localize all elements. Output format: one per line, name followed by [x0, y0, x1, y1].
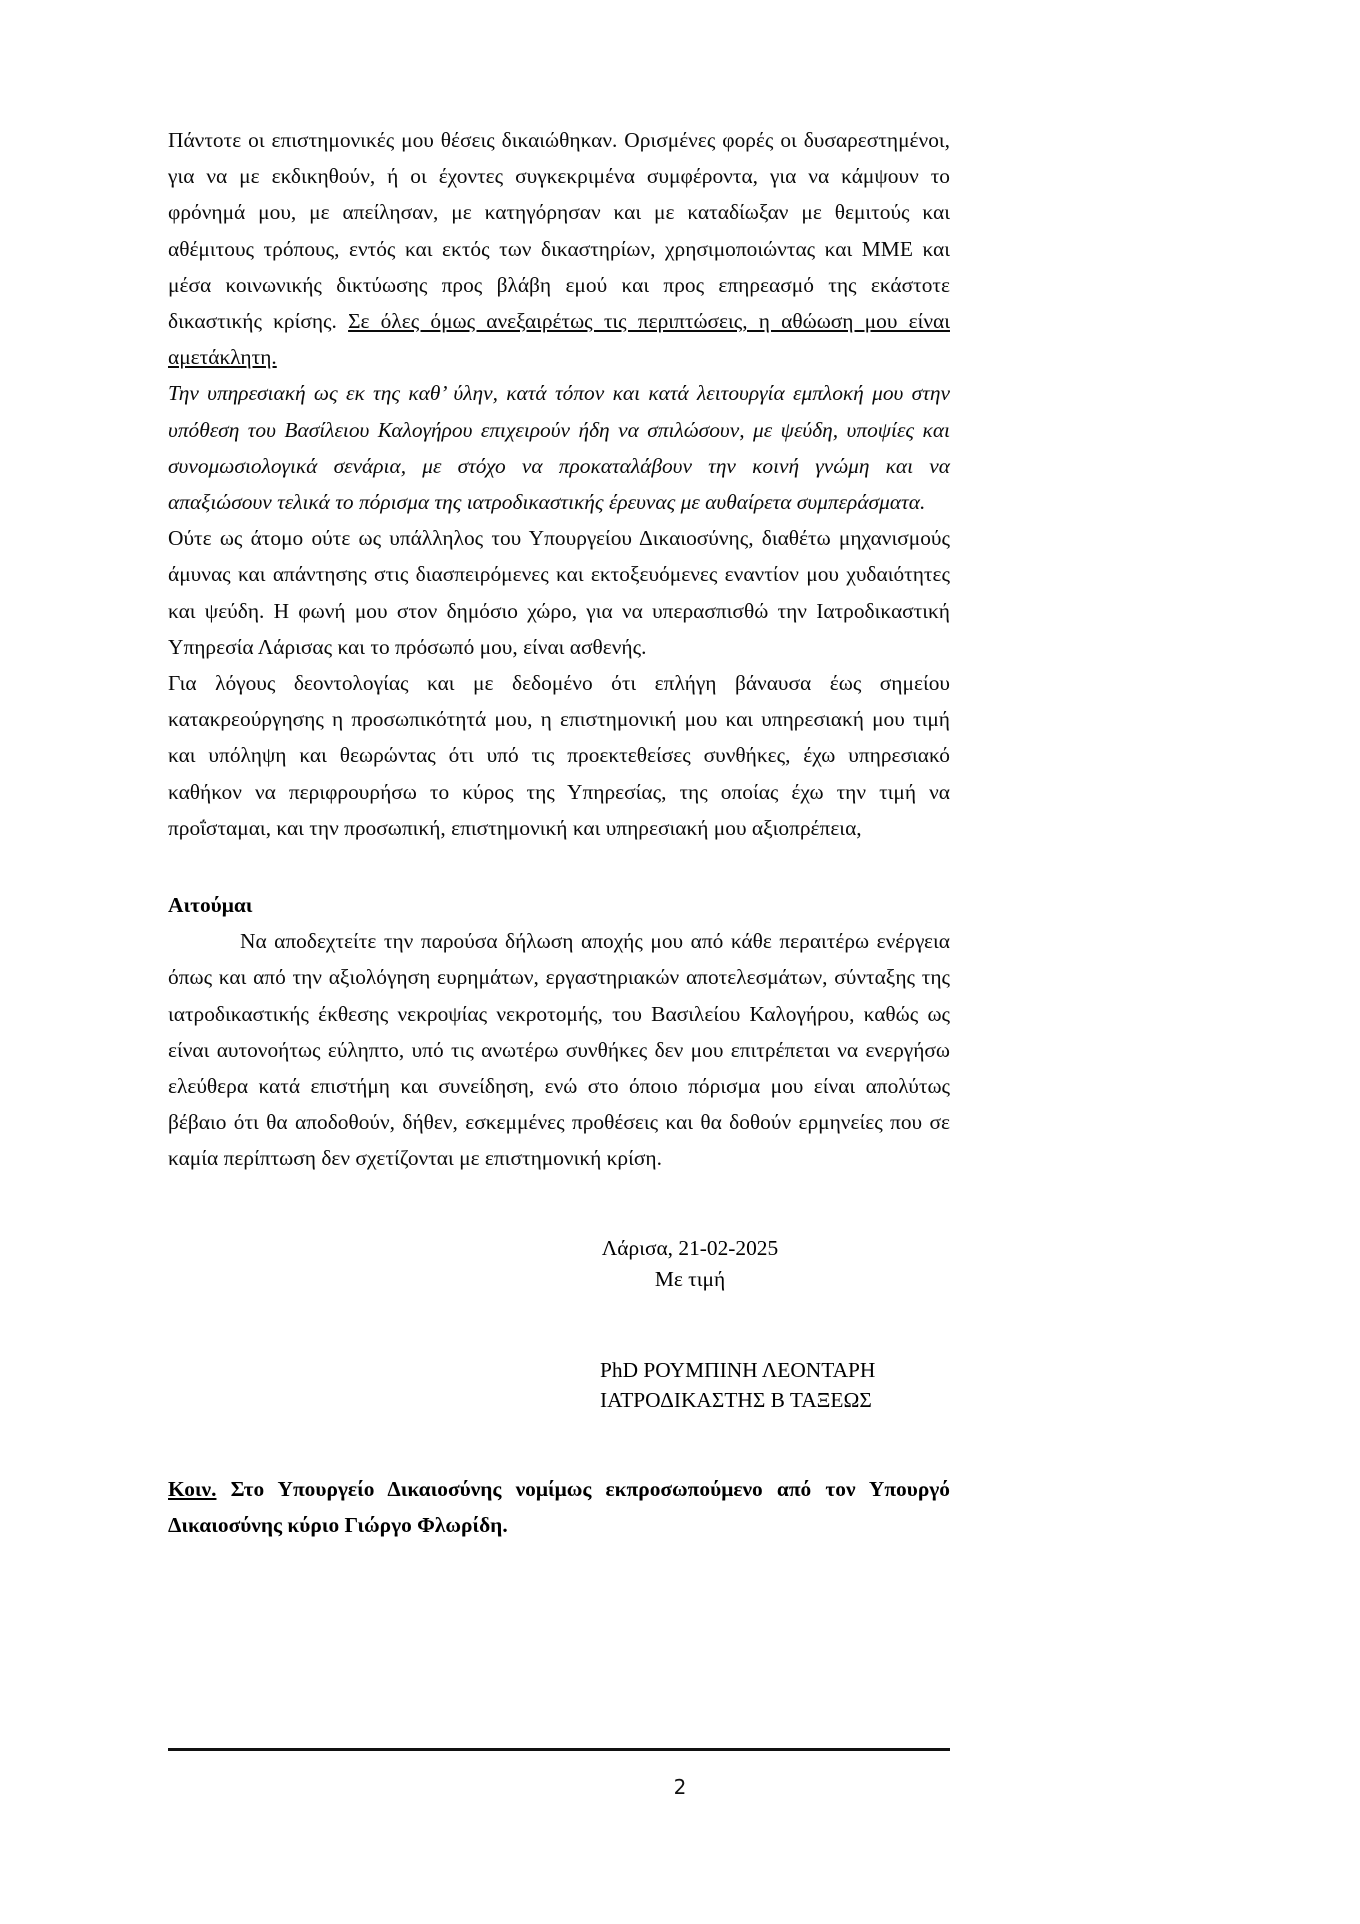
spacer [168, 846, 950, 887]
place-and-date: Λάρισα, 21-02-2025 [601, 1235, 779, 1260]
paragraph-1-underlined-tail: Σε όλες όμως ανεξαιρέτως τις περιπτώσεις, η αθώωση μου είναι αμετάκλητη. [168, 309, 950, 370]
signer-name: PhD ΡΟΥΜΠΙΝΗ ΛΕΟΝΤΑΡΗ [600, 1357, 876, 1382]
paragraph-4: Για λόγους δεοντολογίας και με δεδομένο ότι επλήγη βάναυσα έως σημείου κατακρεούργησης η προσωπικότητά μου, η επιστημονική μου και υπηρεσιακή μου τιμή και υπόληψη και θεωρώντας ότι υπό τις προεκτεθείσες συνθήκες, έχω υπηρεσιακό καθήκον να περιφρουρήσω το κύρος της Υπηρεσίας, της οποίας έχω την τιμή να προΐσταμαι, και την προσωπική, επιστημονική και υπηρεσιακή μου αξιοπρέπεια, [168, 671, 950, 840]
footer-divider [168, 1748, 950, 1751]
closing-block [168, 1233, 950, 1295]
closing-salutation: Με τιμή [654, 1266, 726, 1291]
request-heading: Αιτούμαι [168, 893, 253, 918]
paragraph-1-text: Πάντοτε οι επιστημονικές μου θέσεις δικαιώθηκαν. Ορισμένες φορές οι δυσαρεστημένοι, για να με εκδικηθούν, ή οι έχοντες συγκεκριμένα συμφέροντα, για να κάμψουν το φρόνημά μου, με απείλησαν, με κατηγόρησαν και με καταδίωξαν με θεμιτούς και αθέμιτους τρόπους, εντός και εκτός των δικαστηρίων, χρησιμοποιώντας και ΜΜΕ και μέσα κοινωνικής δικτύωσης προς βλάβη εμού και προς επηρεασμό της εκάστοτε δικαστικής κρίσης. [168, 128, 950, 334]
paragraph-1 [168, 122, 950, 375]
request-paragraph: Να αποδεχτείτε την παρούσα δήλωση αποχής μου από κάθε περαιτέρω ενέργεια όπως και από την αξιολόγηση ευρημάτων, εργαστηριακών αποτελεσμάτων, σύνταξης της ιατροδικαστικής έκθεσης νεκροψίας νεκροτομής, του Βασιλείου Καλογήρου, καθώς ως είναι αυτονοήτως εύληπτο, υπό τις ανωτέρω συνθήκες δεν μου επιτρέπεται να ενεργήσω ελεύθερα κατά επιστήμη και συνείδηση, ενώ στο όποιο πόρισμα μου είναι απολύτως βέβαιο ότι θα αποδοθούν, δήθεν, εσκεμμένες προθέσεις και θα δοθούν ερμηνείες που σε καμία περίπτωση δεν σχετίζονται με επιστημονική κρίση. [168, 929, 950, 1171]
cc-label: Κοιν. [168, 1476, 217, 1501]
paragraph-3: Ούτε ως άτομο ούτε ως υπάλληλος του Υπουργείου Δικαιοσύνης, διαθέτω μηχανισμούς άμυνας και απάντησης στις διασπειρόμενες και εκτοξευόμενες εναντίον μου χυδαιότητες και ψεύδη. Η φωνή μου στον δημόσιο χώρο, για να υπερασπισθώ την Ιατροδικαστική Υπηρεσία Λάρισας και το πρόσωπό μου, είναι ασθενής. [168, 526, 950, 659]
cc-text: Στο Υπουργείο Δικαιοσύνης νομίμως εκπροσωπούμενο από τον Υπουργό Δικαιοσύνης κύριο Γιώργο Φλωρίδη. [168, 1476, 950, 1537]
signer-block [168, 1355, 950, 1415]
signer-title: ΙΑΤΡΟΔΙΚΑΣΤΗΣ Β ΤΑΞΕΩΣ [600, 1387, 872, 1412]
paragraph-2: Την υπηρεσιακή ως εκ της καθ’ ύλην, κατά τόπον και κατά λειτουργία εμπλοκή μου στην υπόθεση του Βασίλειου Καλογήρου επιχειρούν ήδη να σπιλώσουν, με ψεύδη, υποψίες και συνομωσιολογικά σενάρια, με στόχο να προκαταλάβουν την κοινή γνώμη και να απαξιώσουν τελικά το πόρισμα της ιατροδικαστικής έρευνας με αυθαίρετα συμπεράσματα. [168, 381, 950, 515]
document-body [168, 122, 950, 1564]
page-number: 2 [673, 1775, 687, 1799]
cc-paragraph [168, 1471, 950, 1543]
